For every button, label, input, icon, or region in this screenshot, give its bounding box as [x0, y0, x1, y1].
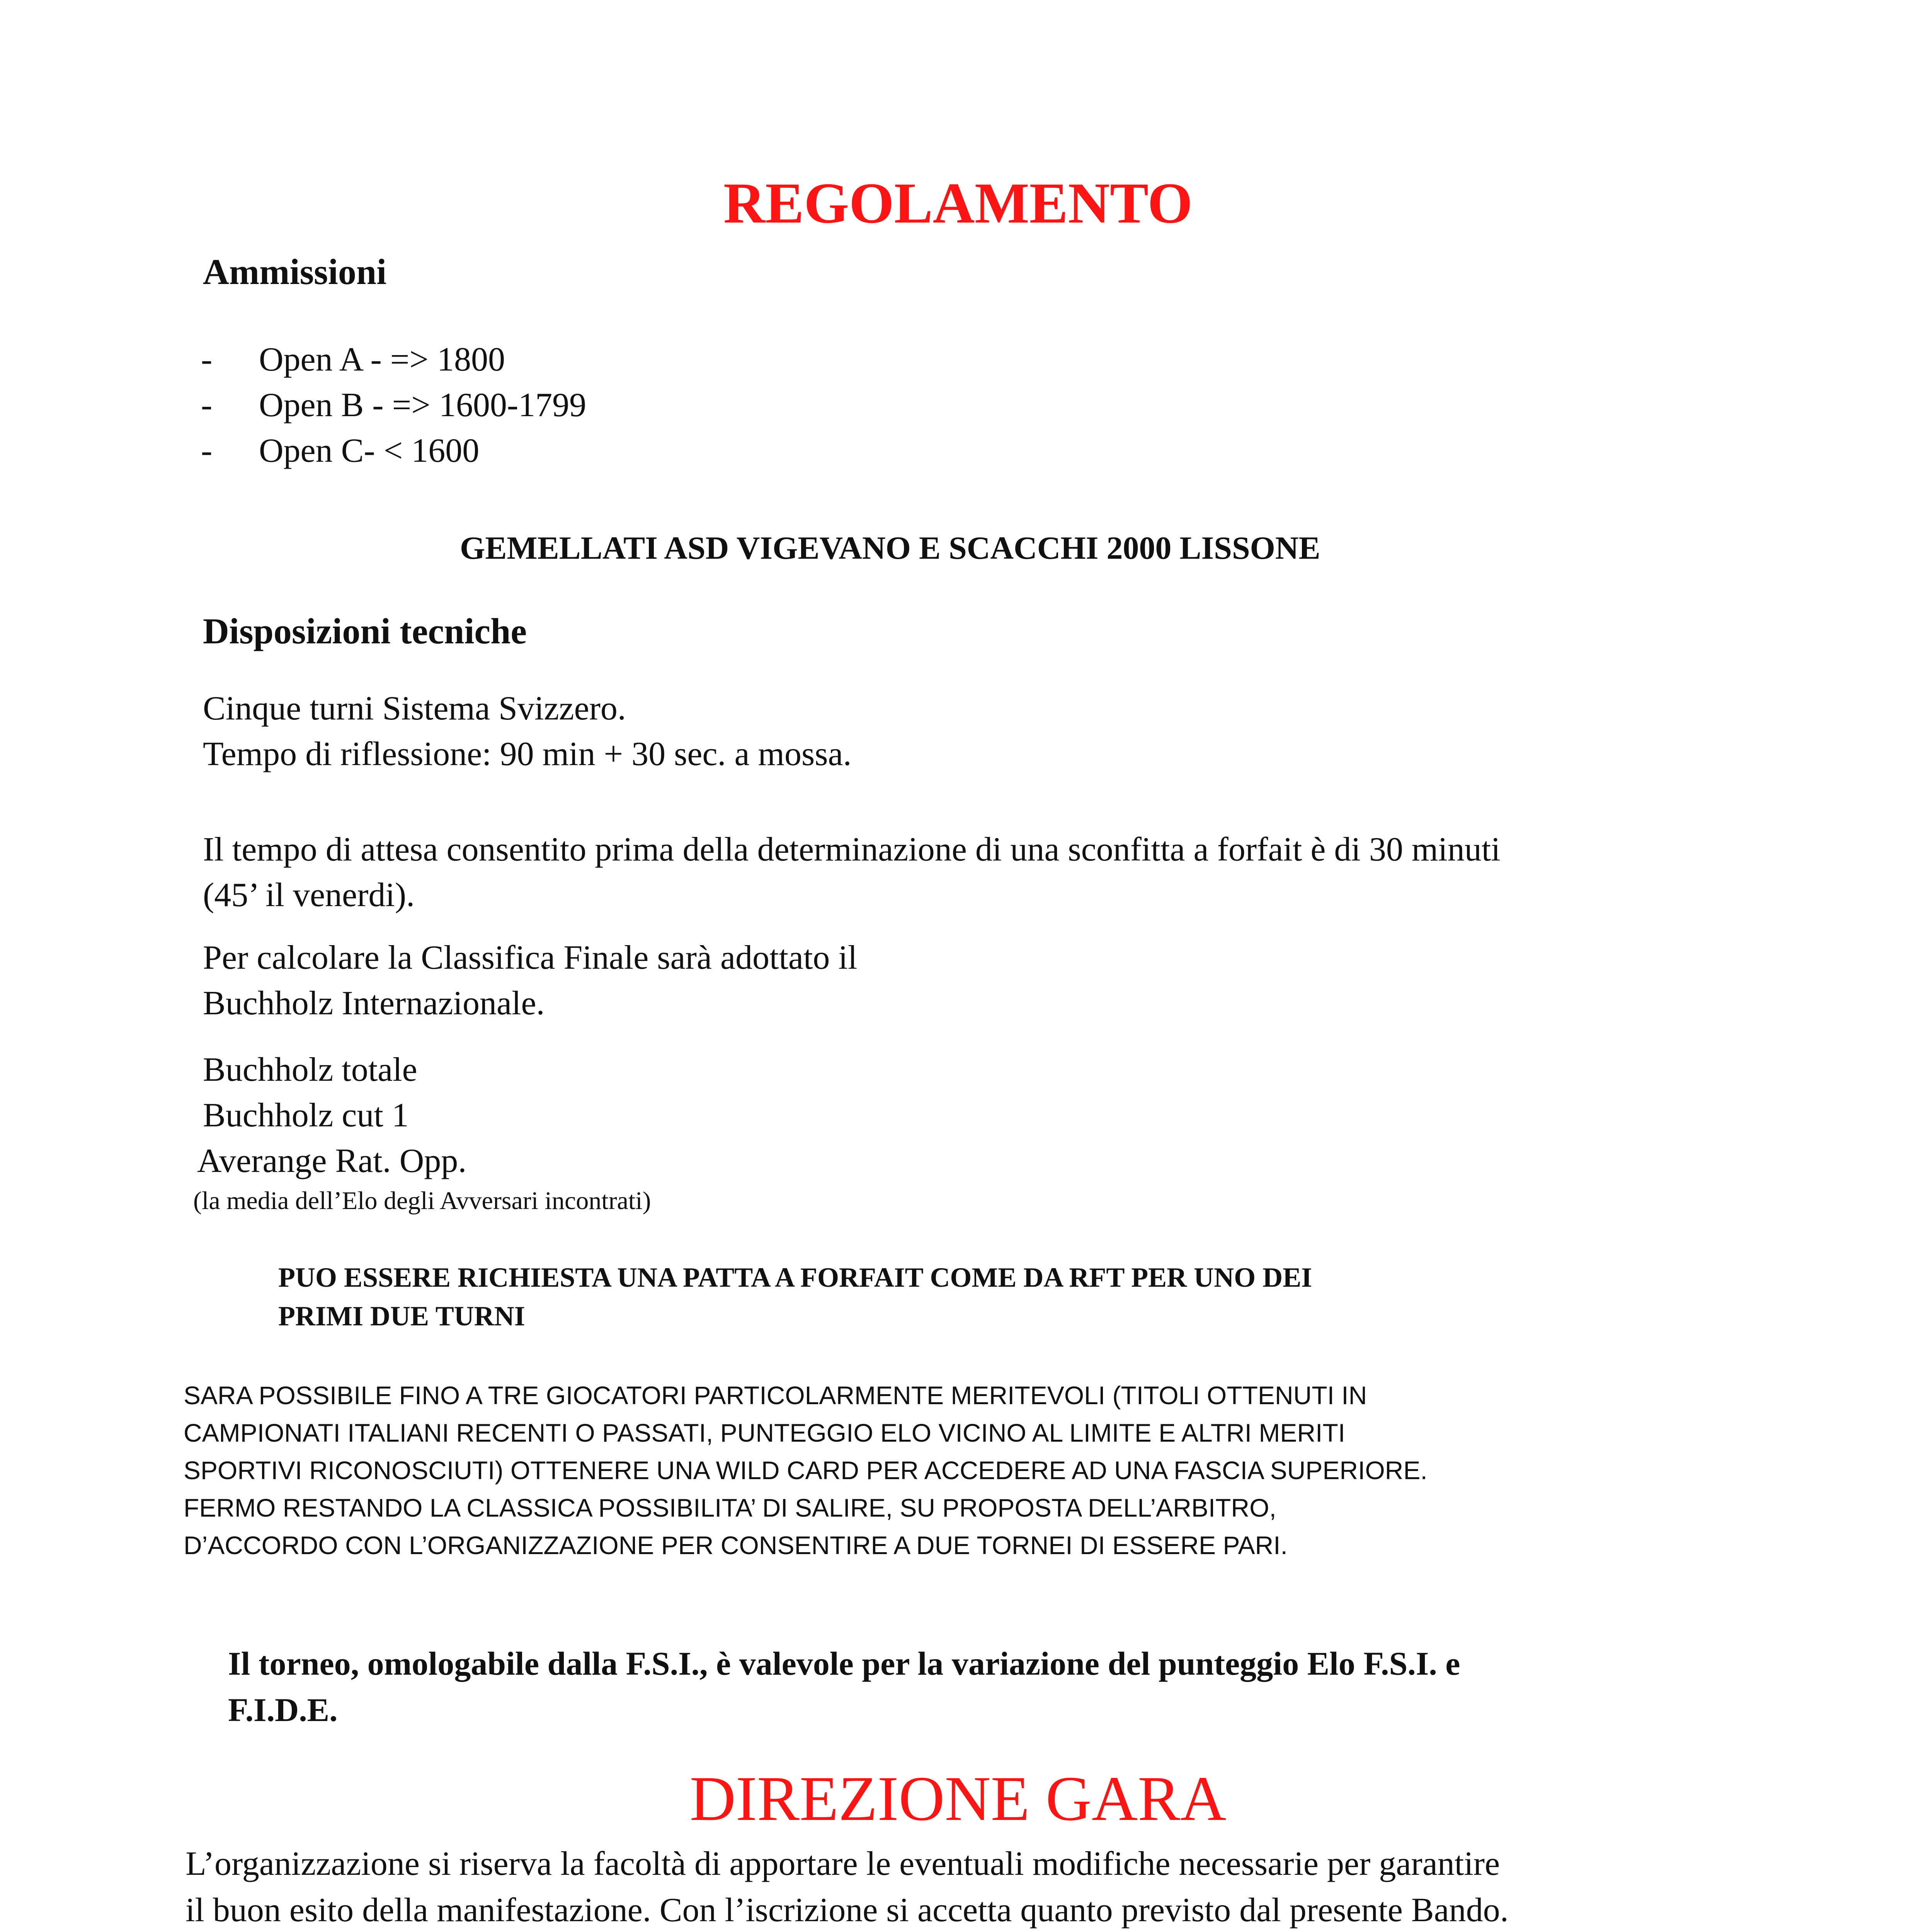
- disposizioni-heading: Disposizioni tecniche: [203, 611, 527, 651]
- spareggio-1: Buchholz totale: [203, 1051, 417, 1088]
- patta-line-2: PRIMI DUE TURNI: [278, 1301, 525, 1332]
- list-item-text: Open A - => 1800: [259, 341, 505, 378]
- list-item-text: Open C- < 1600: [259, 432, 480, 469]
- wildcard-line: FERMO RESTANDO LA CLASSICA POSSIBILITA’ DI SALIRE, SU PROPOSTA DELL’ARBITRO,: [184, 1493, 1276, 1522]
- wildcard-line: D’ACCORDO CON L’ORGANIZZAZIONE PER CONSENTIRE A DUE TORNEI DI ESSERE PARI.: [184, 1531, 1288, 1560]
- list-item-text: Open B - => 1600-1799: [259, 386, 587, 424]
- turni-text: Cinque turni Sistema Svizzero.: [203, 690, 626, 727]
- omologabile-line-1: Il torneo, omologabile dalla F.S.I., è valevole per la variazione del punteggio Elo F.S.I. e: [228, 1645, 1460, 1682]
- direzione-title: DIREZIONE GARA: [689, 1763, 1227, 1834]
- gemellati-line: GEMELLATI ASD VIGEVANO E SCACCHI 2000 LISSONE: [460, 530, 1320, 566]
- wildcard-line: CAMPIONATI ITALIANI RECENTI O PASSATI, PUNTEGGIO ELO VICINO AL LIMITE E ALTRI MERITI: [184, 1418, 1345, 1447]
- list-dash: -: [201, 386, 213, 424]
- spareggio-2: Buchholz cut 1: [203, 1097, 409, 1134]
- classifica-line-1: Per calcolare la Classifica Finale sarà adottato il: [203, 939, 858, 976]
- wildcard-line: SPORTIVI RICONOSCIUTI) OTTENERE UNA WILD CARD PER ACCEDERE AD UNA FASCIA SUPERIORE.: [184, 1456, 1428, 1485]
- tempo-text: Tempo di riflessione: 90 min + 30 sec. a mossa.: [203, 735, 852, 773]
- omologabile-line-2: F.I.D.E.: [228, 1691, 338, 1728]
- spareggio-3: Averange Rat. Opp.: [197, 1142, 467, 1180]
- list-dash: -: [201, 341, 213, 378]
- spareggi-note: (la media dell’Elo degli Avversari incontrati): [193, 1187, 651, 1215]
- regolamento-title: REGOLAMENTO: [723, 171, 1193, 235]
- list-dash: -: [201, 432, 213, 469]
- classifica-line-2: Buchholz Internazionale.: [203, 985, 545, 1022]
- attesa-line-1: Il tempo di attesa consentito prima della determinazione di una sconfitta a forfait è di 30 minuti: [203, 831, 1501, 868]
- direzione-line: L’organizzazione si riserva la facoltà di apportare le eventuali modifiche necessarie per garantire: [185, 1845, 1500, 1883]
- wildcard-line: SARA POSSIBILE FINO A TRE GIOCATORI PARTICOLARMENTE MERITEVOLI (TITOLI OTTENUTI IN: [184, 1381, 1367, 1410]
- attesa-line-2: (45’ il venerdi).: [203, 876, 415, 914]
- direzione-line: il buon esito della manifestazione. Con l’iscrizione si accetta quanto previsto dal presente Bando.: [185, 1891, 1509, 1929]
- patta-line-1: PUO ESSERE RICHIESTA UNA PATTA A FORFAIT COME DA RFT PER UNO DEI: [278, 1262, 1312, 1293]
- ammissioni-heading: Ammissioni: [203, 252, 387, 292]
